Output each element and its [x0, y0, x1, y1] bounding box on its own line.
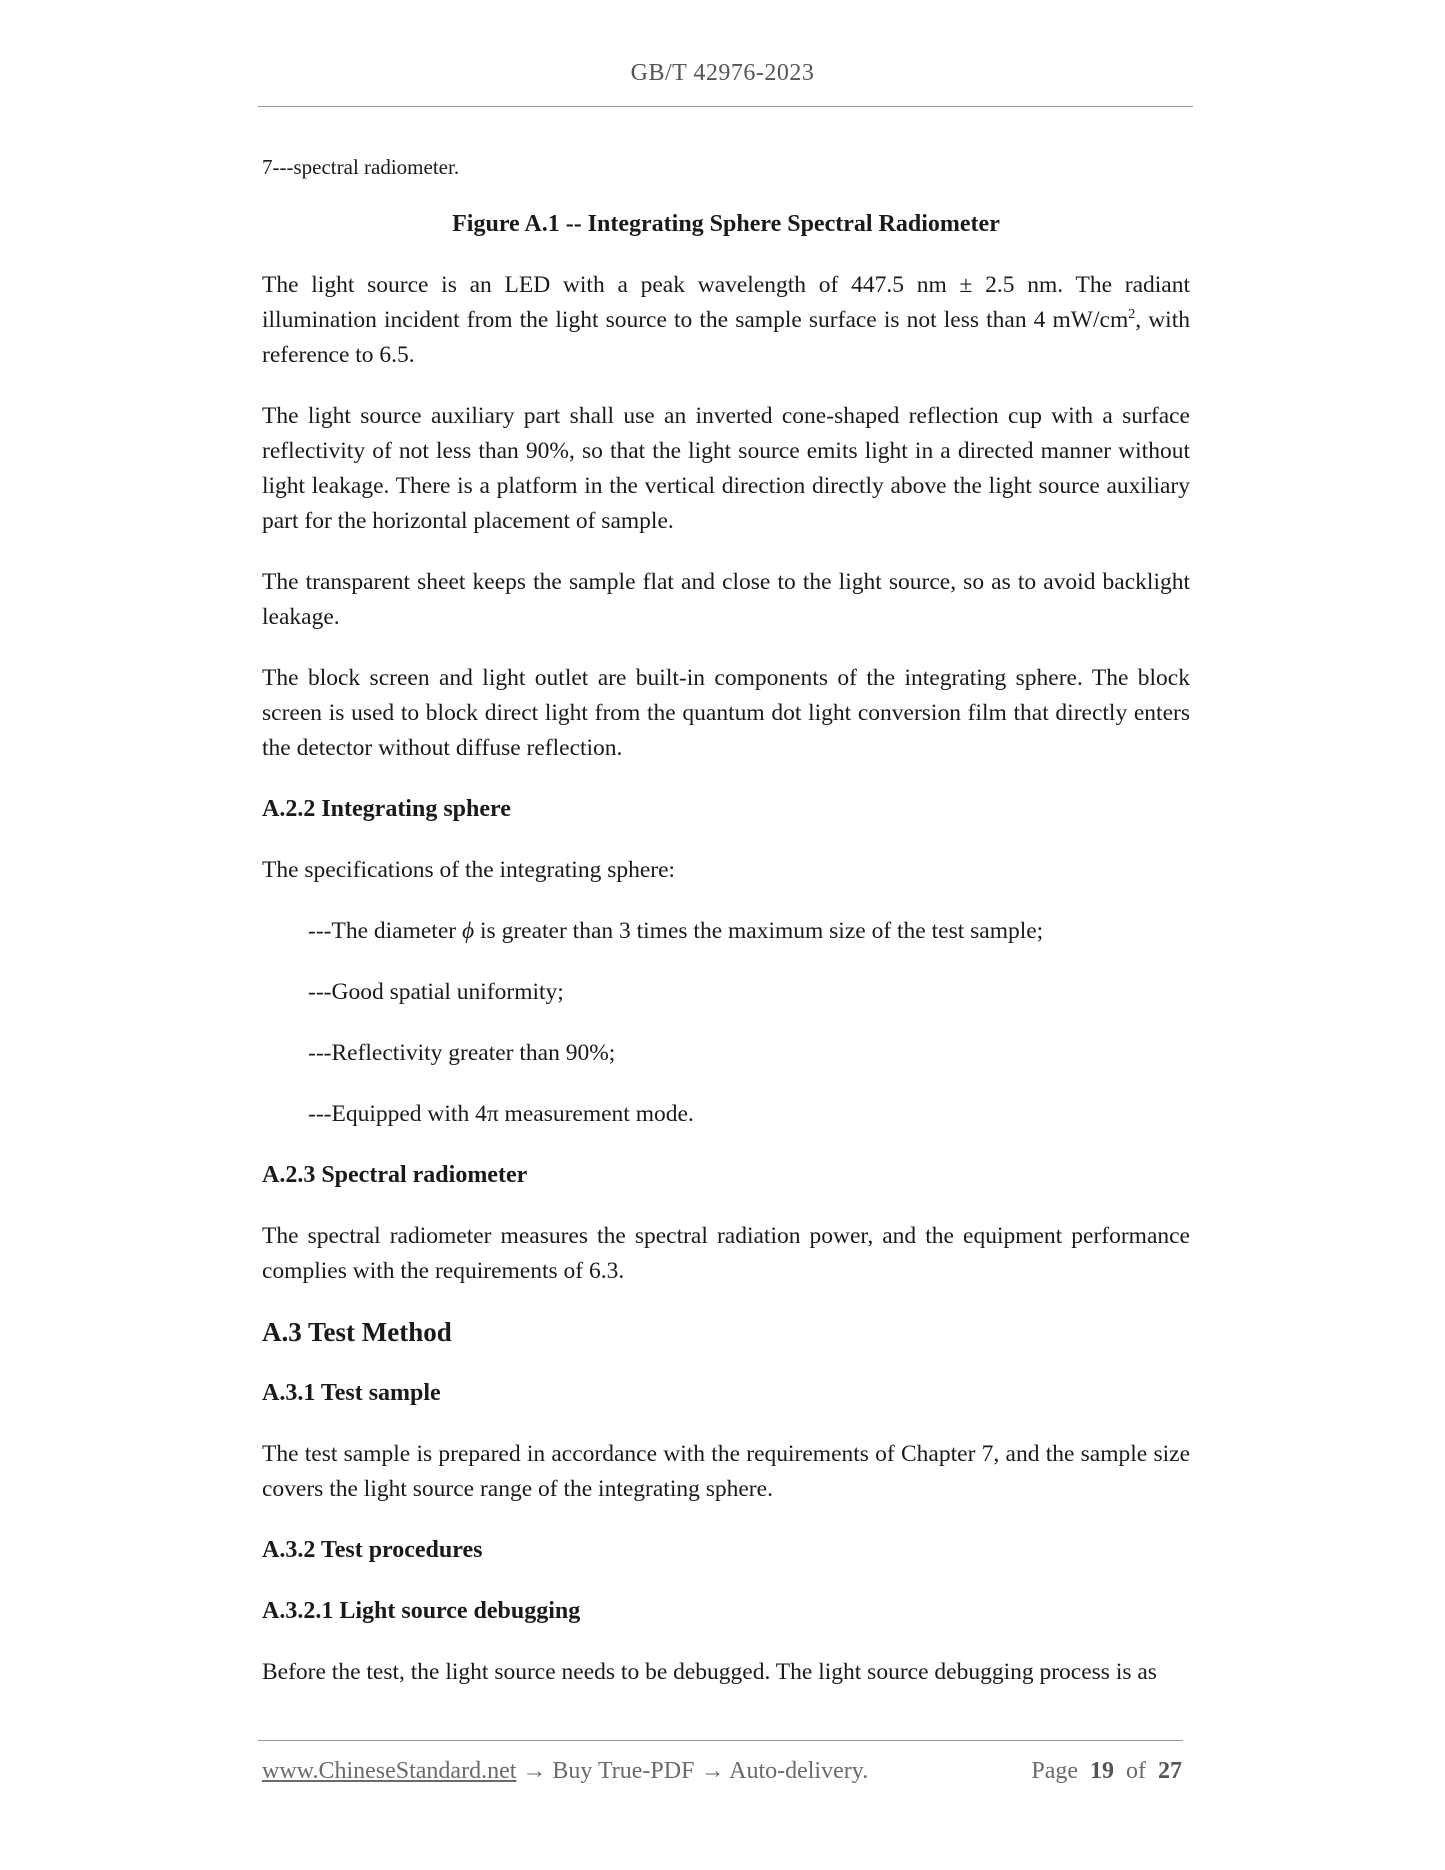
footer-tagline: → Buy True-PDF → Auto-delivery.: [516, 1758, 869, 1784]
heading-a-2-2: A.2.2 Integrating sphere: [262, 796, 511, 822]
paragraph-spectral-radiometer: The spectral radiometer measures the spectral radiation power, and the equipment performance complies with the requirements of 6.3.: [262, 1223, 1190, 1284]
document-body: [262, 150, 1190, 1716]
list-item: ---Reflectivity greater than 90%;: [308, 1040, 616, 1066]
heading-a-3-2-1: A.3.2.1 Light source debugging: [262, 1598, 581, 1624]
list-item: ---Equipped with 4π measurement mode.: [308, 1101, 694, 1127]
website-link[interactable]: www.ChineseStandard.net: [262, 1758, 517, 1784]
list-item: [262, 914, 1190, 949]
figure-legend-item: 7---spectral radiometer.: [262, 155, 460, 179]
paragraph-test-sample: The test sample is prepared in accordance with the requirements of Chapter 7, and the sample size covers the light source range of the integrating sphere.: [262, 1441, 1190, 1502]
figure-title: Figure A.1 -- Integrating Sphere Spectral Radiometer: [452, 211, 1000, 237]
paragraph-text: , with reference to 6.5.: [262, 307, 1190, 368]
footer-divider: [258, 1740, 1183, 1741]
page-number: [1031, 1758, 1182, 1785]
paragraph-transparent-sheet: The transparent sheet keeps the sample flat and close to the light source, so as to avoid backlight leakage.: [262, 569, 1190, 630]
heading-a-2-3: A.2.3 Spectral radiometer: [262, 1162, 528, 1188]
of-label: of: [1126, 1758, 1146, 1784]
list-item-text: ---The diameter: [308, 918, 462, 944]
paragraph-block-screen: The block screen and light outlet are built-in components of the integrating sphere. The block screen is used to block direct light from the quantum dot light conversion film that directly enters the detector without diffuse reflection.: [262, 665, 1190, 761]
page-label: Page: [1031, 1758, 1078, 1784]
paragraph-sphere-specifications: The specifications of the integrating sphere:: [262, 857, 676, 883]
header-divider: [258, 106, 1193, 107]
footer-promo: [262, 1758, 868, 1785]
superscript: 2: [1128, 307, 1136, 323]
paragraph-text: The light source is an LED with a peak wavelength of 447.5 nm ± 2.5 nm. The radiant illumination incident from the light source to the sample surface is not less than 4 mW/cm: [262, 272, 1190, 333]
paragraph-light-source: [262, 268, 1190, 373]
paragraph-debugging: Before the test, the light source needs to be debugged. The light source debugging process is as: [262, 1659, 1157, 1685]
list-item: ---Good spatial uniformity;: [308, 979, 564, 1005]
list-item-text: is greater than 3 times the maximum size of the test sample;: [474, 918, 1044, 944]
total-pages: 27: [1158, 1758, 1182, 1784]
heading-a-3: A.3 Test Method: [262, 1317, 452, 1347]
current-page: 19: [1090, 1758, 1114, 1784]
heading-a-3-1: A.3.1 Test sample: [262, 1380, 441, 1406]
heading-a-3-2: A.3.2 Test procedures: [262, 1537, 483, 1563]
phi-symbol: ϕ: [461, 918, 475, 944]
document-header-title: GB/T 42976-2023: [630, 60, 815, 86]
paragraph-auxiliary-part: The light source auxiliary part shall use an inverted cone-shaped reflection cup with a surface reflectivity of not less than 90%, so that the light source emits light in a directed manner without light leakage. There is a platform in the vertical direction directly above the light source auxiliary part for the horizontal placement of sample.: [262, 403, 1190, 534]
